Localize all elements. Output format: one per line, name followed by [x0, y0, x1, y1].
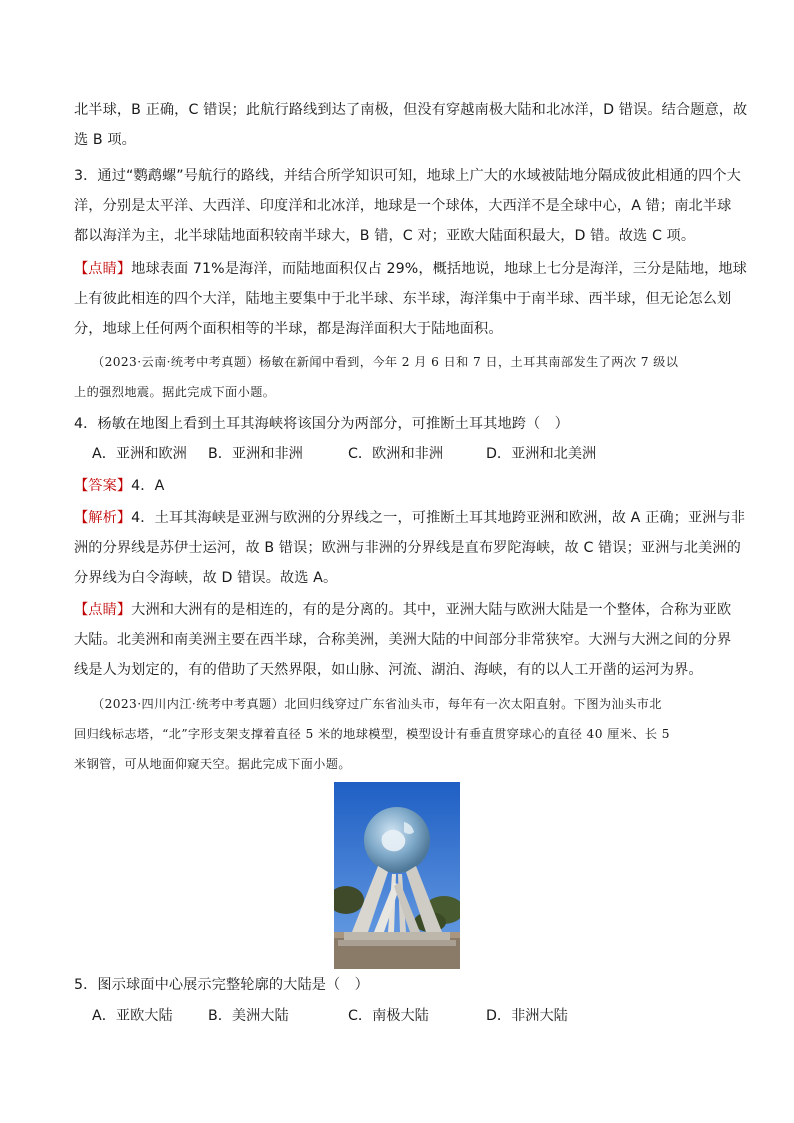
- dianjing-line: 分，地球上任何两个面积相等的半球，都是海洋面积大于陆地面积。: [74, 321, 503, 337]
- option-c: C．欧洲和非洲: [348, 446, 444, 462]
- question-source: 回归线标志塔，“北”字形支架支撑着直径 5 米的地球模型，模型设计有垂直贯穿球心的直径 40 厘米、长 5: [74, 727, 670, 741]
- paragraph-line: 北半球，B 正确，C 错误；此航行路线到达了南极，但没有穿越南极大陆和北冰洋，D 错误。结合题意，故: [74, 102, 748, 118]
- analysis-line: 分界线为白令海峡，故 D 错误。故选 A。: [74, 570, 338, 586]
- analysis-line: 洲的分界线是苏伊士运河，故 B 错误；欧洲与非洲的分界线是直布罗陀海峡，故 C 错误；亚洲与北美洲的: [74, 540, 741, 556]
- dianjing-tag: 【点睛】: [74, 261, 132, 277]
- dianjing-line: 【点睛】地球表面 71%是海洋，而陆地面积仅占 29%，概括地说，地球上七分是海洋，三分是陆地，地球: [74, 261, 747, 277]
- question-source: （2023·云南·统考中考真题）杨敏在新闻中看到，今年 2 月 6 日和 7 日，土耳其南部发生了两次 7 级以: [92, 355, 679, 369]
- option-c: C．南极大陆: [348, 1008, 429, 1024]
- dianjing-line: 大陆。北美洲和南美洲主要在西半球，合称美洲，美洲大陆的中间部分非常狭窄。大洲与大洲之间的分界: [74, 632, 732, 648]
- question-stem: 5．图示球面中心展示完整轮廓的大陆是（ ）: [74, 977, 369, 993]
- option-b: B．亚洲和非洲: [208, 446, 303, 462]
- option-b: B．美洲大陆: [208, 1008, 289, 1024]
- paragraph-line: 选 B 项。: [74, 132, 136, 148]
- answer-text: 4．A: [131, 478, 165, 494]
- option-a: A．亚欧大陆: [92, 1008, 173, 1024]
- answer-line: [74, 476, 164, 496]
- paragraph-line: 3．通过“鹦鹉螺”号航行的路线，并结合所学知识可知，地球上广大的水域被陆地分隔成彼此相通的四个大: [74, 168, 741, 184]
- question-source: 上的强烈地震。据此完成下面小题。: [74, 385, 276, 399]
- question-stem: 4．杨敏在地图上看到土耳其海峡将该国分为两部分，可推断土耳其地跨（ ）: [74, 416, 569, 432]
- dianjing-line: 线是人为划定的，有的借助了天然界限，如山脉、河流、湖泊、海峡，有的以人工开凿的运河为界。: [74, 662, 703, 678]
- paragraph-line: 都以海洋为主，北半球陆地面积较南半球大，B 错，C 对；亚欧大陆面积最大，D 错。故选 C 项。: [74, 228, 696, 244]
- question-source: （2023·四川内江·统考中考真题）北回归线穿过广东省汕头市，每年有一次太阳直射。下图为汕头市北: [92, 697, 662, 711]
- answer-tag: 【答案】: [74, 478, 132, 494]
- paragraph-line: 洋，分别是太平洋、大西洋、印度洋和北冰洋，地球是一个球体，大西洋不是全球中心，A 错；南北半球: [74, 198, 732, 214]
- dianjing-line: 上有彼此相连的四个大洋，陆地主要集中于北半球、东半球，海洋集中于南半球、西半球，但无论怎么划: [74, 291, 732, 307]
- tropic-of-cancer-monument-photo: [334, 782, 460, 969]
- option-d: D．亚洲和北美洲: [486, 446, 597, 462]
- option-a: A．亚洲和欧洲: [92, 446, 187, 462]
- question-source: 米钢管，可从地面仰窥天空。据此完成下面小题。: [74, 757, 351, 771]
- option-d: D．非洲大陆: [486, 1008, 568, 1024]
- dianjing-tag: 【点睛】: [74, 602, 132, 618]
- analysis-line: 【解析】4．土耳其海峡是亚洲与欧洲的分界线之一，可推断土耳其地跨亚洲和欧洲，故 A 正确；亚洲与非: [74, 510, 746, 526]
- dianjing-line: 【点睛】大洲和大洲有的是相连的，有的是分离的。其中，亚洲大陆与欧洲大陆是一个整体，合称为亚欧: [74, 602, 732, 618]
- analysis-tag: 【解析】: [74, 510, 132, 526]
